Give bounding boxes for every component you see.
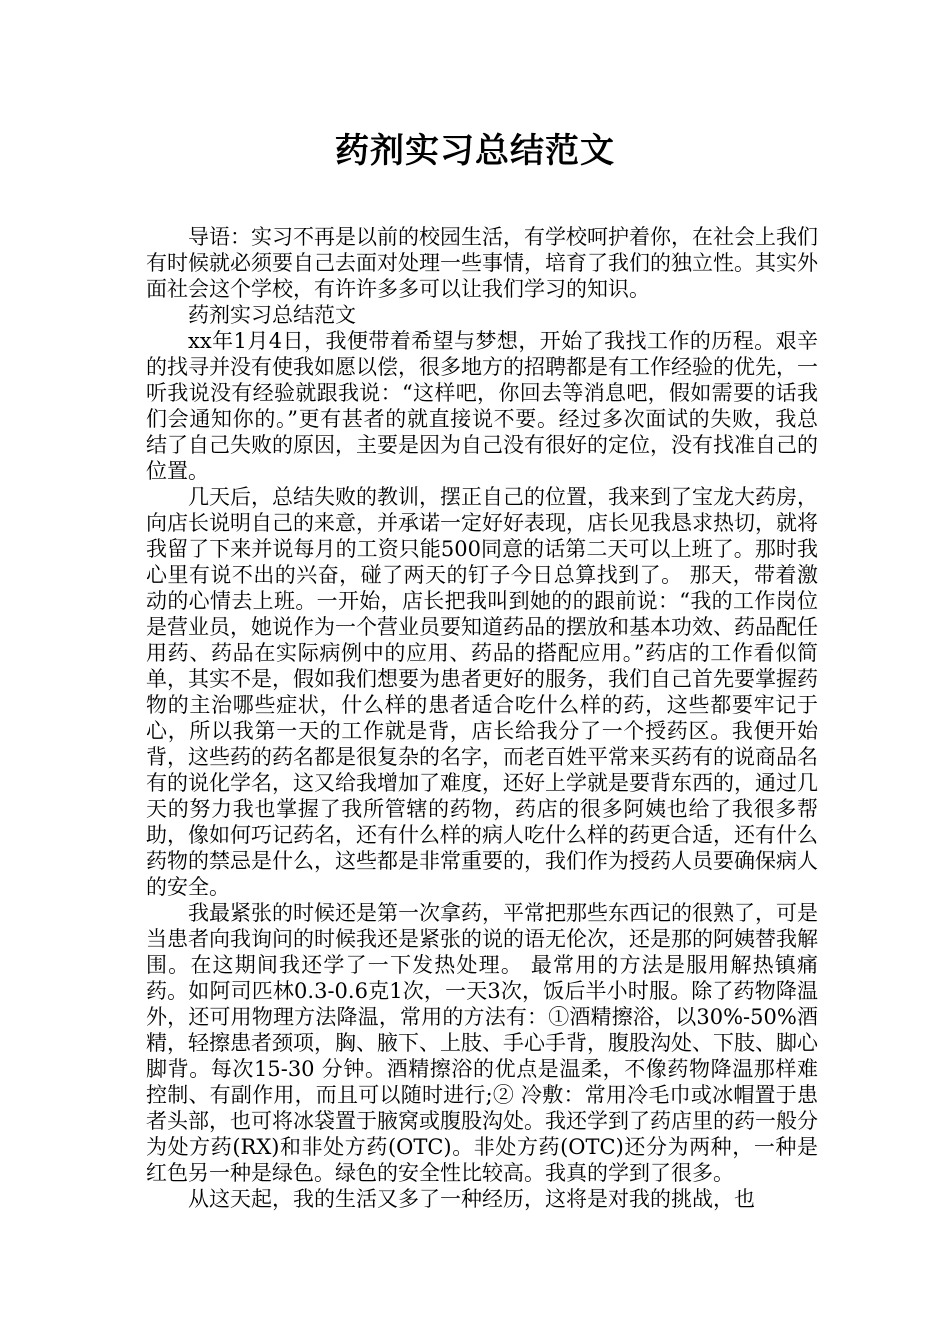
document-title: 药剂实习总结范文 [335, 131, 615, 171]
document-body [146, 224, 818, 1212]
paragraph-job-search: xx年1月4日，我便带着希望与梦想，开始了我找工作的历程。艰辛的找寻并没有使我如愿以偿，很多地方的招聘都是有工作经验的优先，一听我说没有经验就跟我说：“这样吧，你回去等消息吧，假如需要的话我们会通知你的。”更有甚者的就直接说不要。经过多次面试的失败，我总结了自己失败的原因，主要是因为自己没有很好的定位，没有找准自己的位置。 [146, 329, 818, 483]
paragraph-closing: 从这天起，我的生活又多了一种经历，这将是对我的挑战，也 [188, 1187, 755, 1211]
paragraph-first-dispensing: 我最紧张的时候还是第一次拿药，平常把那些东西记的很熟了，可是当患者向我询问的时候我还是紧张的说的语无伦次，还是那的阿姨替我解围。在这期间我还学了一下发热处理。 最常用的方法是服用解热镇痛药。如阿司匹林0.3-0.6克1次，一天3次，饭后半小时服。除了药物降温外，还可用物理方法降温，常用的方法有：①酒精擦浴，以30%-50%酒精，轻擦患者颈项，胸、腋下、上肢、手心手背，腹股沟处、下肢、脚心脚背。每次15-30 分钟。酒精擦浴的优点是温柔，不像药物降温那样难控制、有副作用，而且可以随时进行;② 冷敷：常用冷毛巾或冰帽置于患者头部，也可将冰袋置于腋窝或腹股沟处。我还学到了药店里的药一般分为处方药(RX)和非处方药(OTC)。非处方药(OTC)还分为两种，一种是红色另一种是绿色。绿色的安全性比较高。我真的学到了很多。 [146, 901, 818, 1185]
paragraph-pharmacy-work: 几天后，总结失败的教训，摆正自己的位置，我来到了宝龙大药房，向店长说明自己的来意，并承诺一定好好表现，店长见我恳求热切，就将我留了下来并说每月的工资只能500同意的话第二天可以上班了。那时我心里有说不出的兴奋，碰了两天的钉子今日总算找到了。 那天，带着激动的心情去上班。一开始，店长把我叫到她的的跟前说：“我的工作岗位是营业员，她说作为一个营业员要知道药品的摆放和基本功效、药品配任用药、药品在实际病例中的应用、药品的搭配应用。”药店的工作看似简单，其实不是，假如我们想要为患者更好的服务，我们自己首先要掌握药物的主治哪些症状，什么样的患者适合吃什么样的药，这些都要牢记于心，所以我第一天的工作就是背，店长给我分了一个授药区。我便开始背，这些药的药名都是很复杂的名字，而老百姓平常来买药有的说商品名有的说化学名，这又给我增加了难度，还好上学就是要背东西的，通过几天的努力我也掌握了我所管辖的药物，药店的很多阿姨也给了我很多帮助，像如何巧记药名，还有什么样的病人吃什么样的药更合适，还有什么药物的禁忌是什么，这些都是非常重要的，我们作为授药人员要确保病人的安全。 [146, 485, 818, 899]
paragraph-subtitle: 药剂实习总结范文 [188, 303, 356, 327]
paragraph-intro: 导语：实习不再是以前的校园生活，有学校呵护着你，在社会上我们有时候就必须要自己去面对处理一些事情，培育了我们的独立性。其实外面社会这个学校，有许许多多可以让我们学习的知识。 [146, 225, 818, 301]
